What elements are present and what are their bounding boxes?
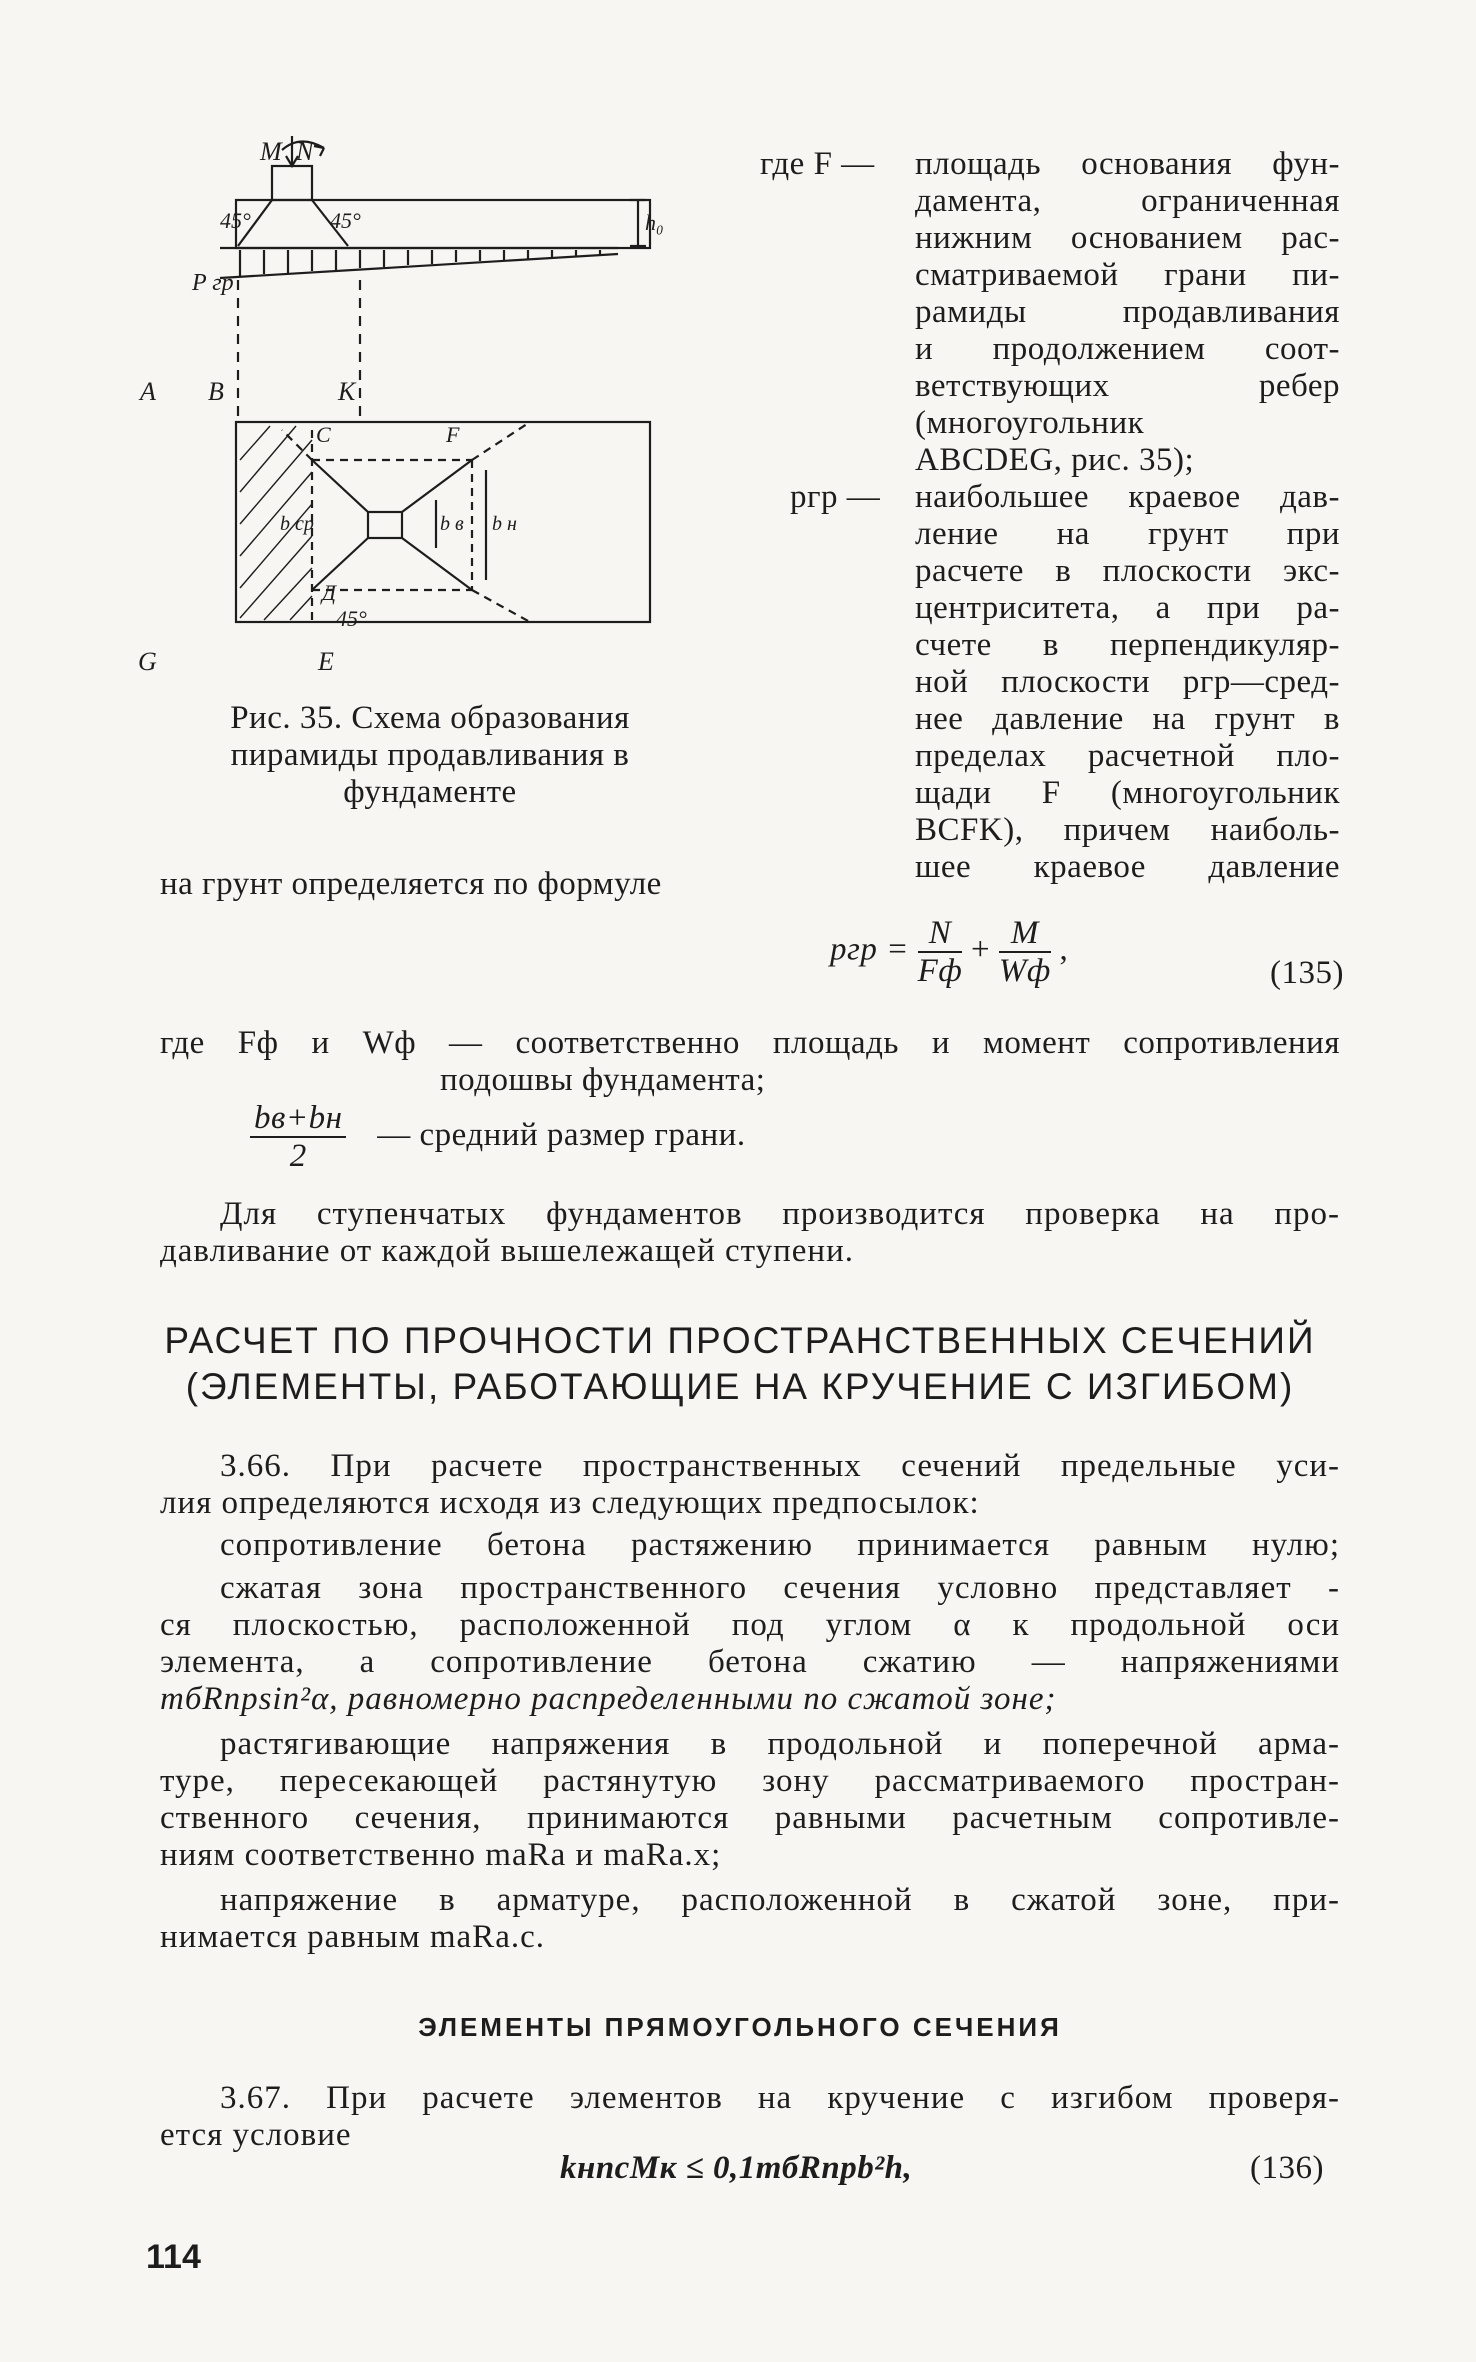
label-bcp: b ср: [280, 513, 314, 535]
def-F-text: [915, 146, 1340, 479]
label-angle-bottom: 45°: [336, 606, 367, 631]
eq-den-2: Wф: [998, 953, 1051, 989]
eq-num-2: M: [999, 915, 1051, 953]
paragraph-3-66-e: [160, 1607, 1340, 1718]
section-heading: [140, 1318, 1340, 1410]
paragraph-3-66-f: [220, 1726, 1340, 1763]
equation-136-number: (136): [1250, 2150, 1324, 2186]
eq-den-1: Fф: [917, 953, 963, 989]
figure-caption: [160, 700, 700, 811]
para-line: сжатая зона пространственного сечения условно представляет -: [220, 1570, 1340, 1606]
def-line: и продолжением соот-: [915, 331, 1340, 367]
para-line: лия определяются исходя из следующих предпосылок:: [160, 1485, 980, 1521]
figure-35-diagram: [138, 130, 700, 690]
label-prp: P гр: [192, 270, 234, 296]
paragraph-steps-2: [160, 1233, 1340, 1270]
paragraph-3-66-i: [160, 1919, 1340, 1956]
label-E: E: [318, 647, 334, 676]
equation-135-number: (135): [1270, 955, 1344, 991]
eq-lhs: pгр =: [830, 931, 909, 968]
equation-136: kнncMк ≤ 0,1mбRпрb²h,: [560, 2150, 913, 2186]
def-F-term: где F —: [760, 146, 875, 182]
def-line: шее краевое давление: [915, 849, 1340, 885]
def-line: наибольшее краевое дав-: [915, 479, 1340, 515]
label-G: G: [138, 647, 157, 676]
fraction-mean-size: [250, 1100, 746, 1174]
label-A: A: [140, 377, 156, 406]
para-line: ственного сечения, принимаются равными расчетным сопротивле-: [160, 1800, 1340, 1836]
mean-fraction: [250, 1100, 346, 1174]
def-line: рамиды продавливания: [915, 294, 1340, 330]
label-M: M: [260, 137, 282, 166]
paragraph-3-66: [220, 1448, 1340, 1485]
formula-intro: на грунт определяется по формуле: [160, 866, 662, 902]
para-line: ся плоскостью, расположенной под углом α к продольной оси: [160, 1607, 1340, 1643]
def-p-term: pгр —: [790, 479, 881, 515]
label-angle-right: 45°: [330, 208, 361, 233]
def-line: расчете в плоскости экс-: [915, 553, 1340, 589]
eq-fraction-2: [999, 915, 1051, 989]
label-bv: b в: [440, 513, 464, 535]
def-line: щади F (многоугольник: [915, 775, 1340, 811]
eq-plus: +: [971, 931, 991, 968]
caption-line: Рис. 35. Схема образования: [230, 700, 630, 736]
para-line: нимается равным maRa.c.: [160, 1919, 545, 1955]
page-number: 114: [146, 2238, 201, 2276]
where-line-2: подошвы фундамента;: [440, 1062, 766, 1098]
label-h0: h₀: [645, 210, 664, 235]
para-line: Для ступенчатых фундаментов производится проверка на про-: [220, 1196, 1340, 1232]
paragraph-3-66-b: [160, 1485, 1340, 1522]
def-line: пределах расчетной пло-: [915, 738, 1340, 774]
def-line: (многоугольник: [915, 405, 1145, 441]
equation-135: [830, 915, 1068, 989]
paragraph-3-66-h: [220, 1882, 1340, 1919]
label-bn: b н: [492, 513, 517, 535]
para-line: сопротивление бетона растяжению принимается равным нулю;: [220, 1527, 1340, 1563]
def-p-text: [915, 479, 1340, 886]
label-D: Д: [322, 580, 336, 605]
label-B: B: [208, 377, 224, 406]
para-line: ниям соответственно maRa и maRa.x;: [160, 1837, 722, 1873]
def-line: ной плоскости pгр—сред-: [915, 664, 1340, 700]
label-angle-left: 45°: [220, 208, 251, 233]
para-line: 3.66. При расчете пространственных сечений предельные уси-: [220, 1448, 1340, 1484]
def-line: ление на грунт при: [915, 516, 1340, 552]
para-line: растягивающие напряжения в продольной и поперечной арма-: [220, 1726, 1340, 1762]
para-line: туре, пересекающей растянутую зону рассматриваемого простран-: [160, 1763, 1340, 1799]
def-line: сматриваемой грани пи-: [915, 257, 1340, 293]
paragraph-steps: [220, 1196, 1340, 1233]
def-line: счете в перпендикуляр-: [915, 627, 1340, 663]
para-line: элемента, а сопротивление бетона сжатию — напряжениями: [160, 1644, 1340, 1680]
def-line: центриситета, а при ра-: [915, 590, 1340, 626]
para-line: ется условие: [160, 2117, 352, 2153]
subsection-heading: ЭЛЕМЕНТЫ ПРЯМОУГОЛЬНОГО СЕЧЕНИЯ: [418, 2012, 1062, 2042]
def-line: дамента, ограниченная: [915, 183, 1340, 219]
eq-comma: ,: [1059, 931, 1069, 968]
def-line: ветствующих ребер: [915, 368, 1340, 404]
para-line: mбRпрsin²α, равномерно распределенными по сжатой зоне;: [160, 1681, 1057, 1717]
mean-frac-text: — средний размер грани.: [377, 1116, 746, 1153]
para-line: 3.67. При расчете элементов на кручение с изгибом проверя-: [220, 2080, 1340, 2116]
def-line: ABCDEG, рис. 35);: [915, 442, 1195, 478]
heading-line-1: РАСЧЕТ ПО ПРОЧНОСТИ ПРОСТРАНСТВЕННЫХ СЕЧЕНИЙ: [164, 1320, 1316, 1361]
paragraph-3-67: [220, 2080, 1340, 2117]
mean-frac-num: bв+bн: [250, 1100, 346, 1138]
caption-line: фундаменте: [343, 774, 517, 810]
def-line: нее давление на грунт в: [915, 701, 1340, 737]
def-line: нижним основанием рас-: [915, 220, 1340, 256]
para-line: давливание от каждой вышележащей ступени.: [160, 1233, 854, 1269]
def-line: площадь основания фун-: [915, 146, 1340, 182]
caption-line: пирамиды продавливания в: [230, 737, 630, 773]
label-N: N: [296, 137, 314, 166]
eq-fraction-1: [918, 915, 963, 989]
label-K: K: [338, 377, 356, 406]
paragraph-3-66-c: [220, 1527, 1340, 1564]
eq-num-1: N: [918, 915, 963, 953]
mean-frac-den: 2: [289, 1138, 307, 1174]
paragraph-3-66-d: [220, 1570, 1340, 1607]
label-C: C: [316, 422, 331, 447]
def-line: BCFK), причем наиболь-: [915, 812, 1340, 848]
label-F: F: [446, 422, 460, 447]
para-line: напряжение в арматуре, расположенной в сжатой зоне, при-: [220, 1882, 1340, 1918]
where-line-1: где Fф и Wф — соответственно площадь и момент сопротивления: [160, 1025, 1340, 1061]
paragraph-3-66-g: [160, 1763, 1340, 1874]
heading-line-2: (ЭЛЕМЕНТЫ, РАБОТАЮЩИЕ НА КРУЧЕНИЕ С ИЗГИБОМ): [185, 1366, 1295, 1407]
paragraph-3-67-b: [160, 2117, 1340, 2154]
